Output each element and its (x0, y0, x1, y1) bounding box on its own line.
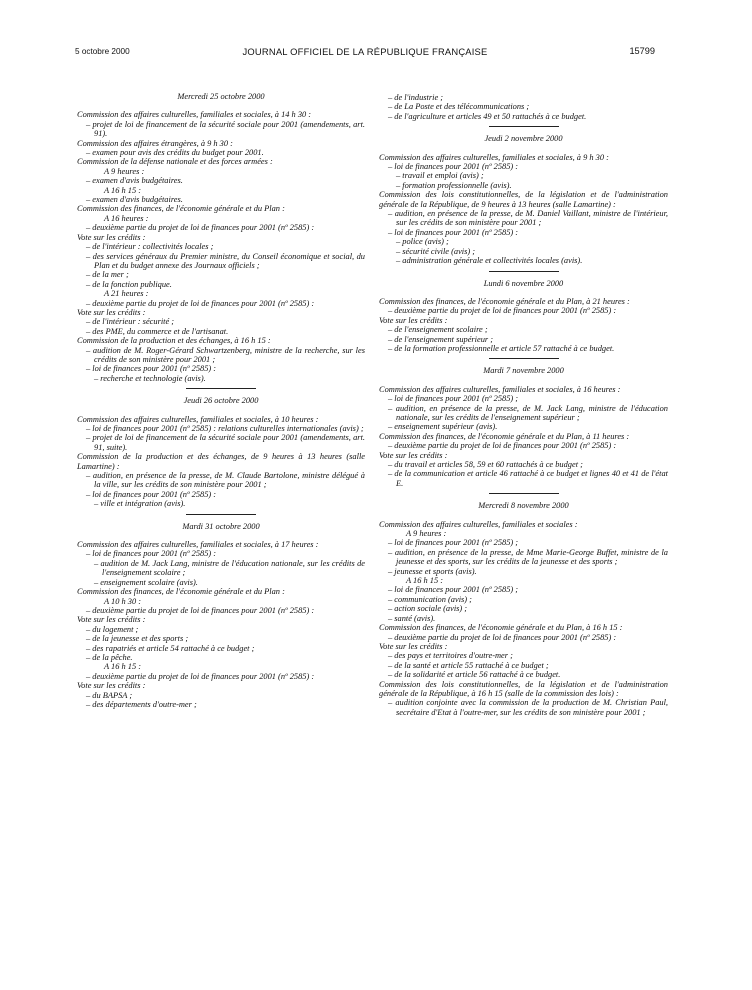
agenda-item: – audition, en présence de la presse, de Mme Marie-George Buffet, ministre de la jeunesse et des sports, sur les crédits de la jeunesse et des sports ; (388, 547, 668, 567)
agenda-subitem: – ville et intégration (avis). (94, 499, 186, 509)
agenda-item: – loi de finances pour 2001 (nº 2585) : (388, 162, 519, 172)
time-heading: A 16 h 15 : (104, 662, 142, 672)
agenda-item: – des PME, du commerce et de l'artisanat. (86, 326, 229, 336)
commission-line: Vote sur les crédits : (379, 641, 448, 651)
agenda-item: – du BAPSA ; (86, 690, 133, 700)
section-rule (186, 388, 256, 389)
agenda-item: – loi de finances pour 2001 (nº 2585) : (86, 549, 217, 559)
time-heading: A 9 heures : (104, 166, 145, 176)
commission-line: Commission de la production et des échanges, de 9 heures à 13 heures (salle Lamartine) : (77, 452, 365, 471)
agenda-item: – loi de finances pour 2001 (nº 2585) ; (388, 538, 519, 548)
agenda-item: – examen pour avis des crédits du budget pour 2001. (86, 148, 264, 158)
commission-line: Commission des finances, de l'économie générale et du Plan : (77, 204, 285, 214)
day-heading: Lundi 6 novembre 2000 (483, 278, 564, 288)
agenda-item: – audition, en présence de la presse, de M. Daniel Vaillant, ministre de l'intérieur, sur les crédits de son ministère pour 2001 ; (388, 209, 668, 228)
agenda-item: – deuxième partie du projet de loi de finances pour 2001 (nº 2585) : (388, 441, 617, 451)
agenda-item: – audition, en présence de la presse, de M. Claude Bartolone, ministre délégué à la ville, sur les crédits de son ministère pour 2001 ; (86, 471, 365, 490)
agenda-subitem: – administration générale et collectivités locales (avis). (396, 256, 583, 266)
agenda-item: – audition, en présence de la presse, de M. Jack Lang, ministre de l'éducation nationale, sur les crédits de l'enseignement supérieur ; (388, 403, 668, 422)
section-rule (489, 271, 559, 272)
day-heading: Mardi 31 octobre 2000 (182, 521, 260, 531)
agenda-item: – santé (avis). (388, 613, 436, 623)
agenda-item: – loi de finances pour 2001 (nº 2585) : (388, 227, 519, 237)
agenda-item: – des départements d'outre-mer ; (86, 699, 197, 709)
commission-line: Commission de la production et des échanges, à 16 h 15 : (77, 336, 271, 346)
agenda-item: – de l'industrie ; (388, 93, 444, 102)
agenda-subitem: – recherche et technologie (avis). (94, 373, 206, 383)
agenda-item: – loi de finances pour 2001 (nº 2585) ; (388, 394, 519, 404)
agenda-item: – projet de loi de financement de la sécurité sociale pour 2001 (amendements, art. 91, suite). (86, 433, 365, 452)
time-heading: A 16 h 15 : (104, 185, 142, 195)
day-heading: Mercredi 8 novembre 2000 (478, 501, 569, 511)
agenda-item: – des pays et territoires d'outre-mer ; (388, 651, 513, 661)
agenda-item: – de l'agriculture et articles 49 et 50 rattachés à ce budget. (388, 111, 587, 121)
agenda-item: – loi de finances pour 2001 (nº 2585) : (86, 364, 217, 374)
commission-line: Vote sur les crédits : (379, 315, 448, 325)
agenda-item: – loi de finances pour 2001 (nº 2585) : (86, 489, 217, 499)
agenda-item: – de l'enseignement scolaire ; (388, 325, 488, 335)
agenda-item: – audition de M. Roger-Gérard Schwartzenberg, ministre de la recherche, sur les crédits de son ministère pour 2001 ; (86, 345, 365, 364)
commission-line: Vote sur les crédits : (379, 450, 448, 460)
day-heading: Mardi 7 novembre 2000 (483, 366, 564, 376)
agenda-subitem: – enseignement scolaire (avis). (94, 577, 198, 587)
agenda-subitem: – police (avis) ; (396, 237, 449, 247)
commission-line: Vote sur les crédits : (77, 681, 146, 691)
commission-line: Vote sur les crédits : (77, 615, 146, 625)
day-heading: Jeudi 2 novembre 2000 (484, 134, 563, 144)
agenda-item: – de La Poste et des télécommunications ; (388, 102, 530, 112)
commission-line: Commission des affaires culturelles, familiales et sociales : (379, 519, 578, 529)
commission-line: Vote sur les crédits : (77, 232, 146, 242)
day-heading: Mercredi 25 octobre 2000 (177, 92, 265, 101)
agenda-item: – loi de finances pour 2001 (nº 2585) : relations culturelles internationales (avis) ; (86, 424, 364, 433)
agenda-item: – examen d'avis budgétaires. (86, 176, 183, 186)
time-heading: A 16 heures : (104, 213, 149, 223)
agenda-item: – de la solidarité et article 56 rattaché à ce budget. (388, 670, 561, 680)
left-column (77, 92, 365, 709)
agenda-item: – communication (avis) ; (388, 594, 472, 604)
agenda-item: – action sociale (avis) ; (388, 604, 468, 614)
commission-line: Commission des lois constitutionnelles, de la législation et de l'administration générale de la République, de 9 heures à 13 heures (salle Lamartine) : (379, 190, 668, 209)
commission-line: Commission des affaires culturelles, familiales et sociales, à 14 h 30 : (77, 110, 312, 120)
agenda-subitem: – formation professionnelle (avis). (396, 180, 512, 190)
agenda-item: – deuxième partie du projet de loi de finances pour 2001 (nº 2585) : (86, 605, 315, 615)
agenda-item: – de la pêche. (86, 652, 133, 662)
agenda-item: – du logement ; (86, 624, 139, 634)
time-heading: A 9 heures : (406, 529, 447, 539)
agenda-item: – de la communication et article 46 rattaché à ce budget et lignes 40 et 41 de l'état E. (388, 469, 668, 488)
agenda-subitem: – sécurité civile (avis) ; (396, 246, 476, 256)
agenda-item: – de la formation professionnelle et article 57 rattaché à ce budget. (388, 343, 615, 353)
agenda-item: – examen d'avis budgétaires. (86, 195, 183, 205)
commission-line: Commission des finances, de l'économie générale et du Plan, à 11 heures : (379, 431, 630, 441)
agenda-item: – projet de loi de financement de la sécurité sociale pour 2001 (amendements, art. 91). (86, 119, 365, 139)
agenda-item: – jeunesse et sports (avis). (388, 566, 477, 576)
agenda-item: – de la santé et article 55 rattaché à ce budget ; (388, 660, 549, 670)
commission-line: Commission des finances, de l'économie générale et du Plan, à 16 h 15 : (379, 623, 623, 633)
agenda-item: – de la fonction publique. (86, 279, 172, 289)
right-column (379, 93, 668, 717)
header-date: 5 octobre 2000 (75, 47, 130, 56)
time-heading: A 21 heures : (104, 289, 149, 299)
agenda-item: – loi de finances pour 2001 (nº 2585) ; (388, 585, 519, 595)
time-heading: A 16 h 15 : (406, 576, 444, 586)
section-rule (489, 493, 559, 494)
agenda-item: – audition conjointe avec la commission de la production de M. Christian Paul, secrétaire d'Etat à l'outre-mer, sur les crédits de son ministère pour 2001 ; (388, 698, 668, 717)
agenda-item: – deuxième partie du projet de loi de finances pour 2001 (nº 2585) : (86, 671, 315, 681)
agenda-item: – du travail et articles 58, 59 et 60 rattachés à ce budget ; (388, 460, 583, 469)
section-rule (489, 358, 559, 359)
agenda-item: – deuxième partie du projet de loi de finances pour 2001 (nº 2585) : (388, 632, 617, 642)
commission-line: Commission des finances, de l'économie générale et du Plan, à 21 heures : (379, 296, 630, 306)
agenda-subitem: – travail et emploi (avis) ; (396, 171, 484, 181)
commission-line: Commission des affaires culturelles, familiales et sociales, à 10 heures : (77, 414, 319, 424)
agenda-item: – deuxième partie du projet de loi de finances pour 2001 (nº 2585) : (86, 298, 315, 308)
agenda-item: – de la jeunesse et des sports ; (86, 634, 189, 644)
agenda-item: – deuxième partie du projet de loi de finances pour 2001 (nº 2585) : (388, 306, 617, 316)
section-rule (489, 126, 559, 127)
commission-line: Vote sur les crédits : (77, 307, 146, 317)
commission-line: Commission de la défense nationale et des forces armées : (77, 157, 273, 167)
agenda-item: – des rapatriés et article 54 rattaché à ce budget ; (86, 643, 255, 653)
running-header (75, 44, 655, 58)
agenda-item: – enseignement supérieur (avis). (388, 422, 498, 432)
journal-title: JOURNAL OFFICIEL DE LA RÉPUBLIQUE FRANÇAISE (242, 46, 488, 57)
day-heading: Jeudi 26 octobre 2000 (183, 396, 259, 406)
page-number: 15799 (629, 46, 655, 56)
commission-line: Commission des lois constitutionnelles, de la législation et de l'administration générale de la République, à 16 h 15 (salle de la commission des lois) : (379, 679, 668, 698)
agenda-item: – de la mer ; (86, 270, 129, 280)
agenda-item: – deuxième partie du projet de loi de finances pour 2001 (nº 2585) : (86, 223, 315, 233)
commission-line: Commission des finances, de l'économie générale et du Plan : (77, 587, 285, 597)
agenda-item: – des services généraux du Premier ministre, du Conseil économique et social, du Plan et du budget annexe des Journaux officiels ; (86, 251, 365, 270)
section-rule (186, 514, 256, 515)
time-heading: A 10 h 30 : (104, 596, 142, 606)
agenda-item: – de l'intérieur : collectivités locales ; (86, 242, 214, 252)
commission-line: Commission des affaires culturelles, familiales et sociales, à 17 heures : (77, 540, 319, 550)
commission-line: Commission des affaires culturelles, familiales et sociales, à 9 h 30 : (379, 152, 609, 162)
agenda-subitem: – audition de M. Jack Lang, ministre de l'éducation nationale, sur les crédits de l'enseignement scolaire ; (94, 558, 365, 578)
commission-line: Commission des affaires culturelles, familiales et sociales, à 16 heures : (379, 384, 621, 394)
commission-line: Commission des affaires étrangères, à 9 h 30 : (77, 138, 233, 148)
agenda-item: – de l'enseignement supérieur ; (388, 334, 494, 344)
agenda-item: – de l'intérieur : sécurité ; (86, 317, 175, 327)
